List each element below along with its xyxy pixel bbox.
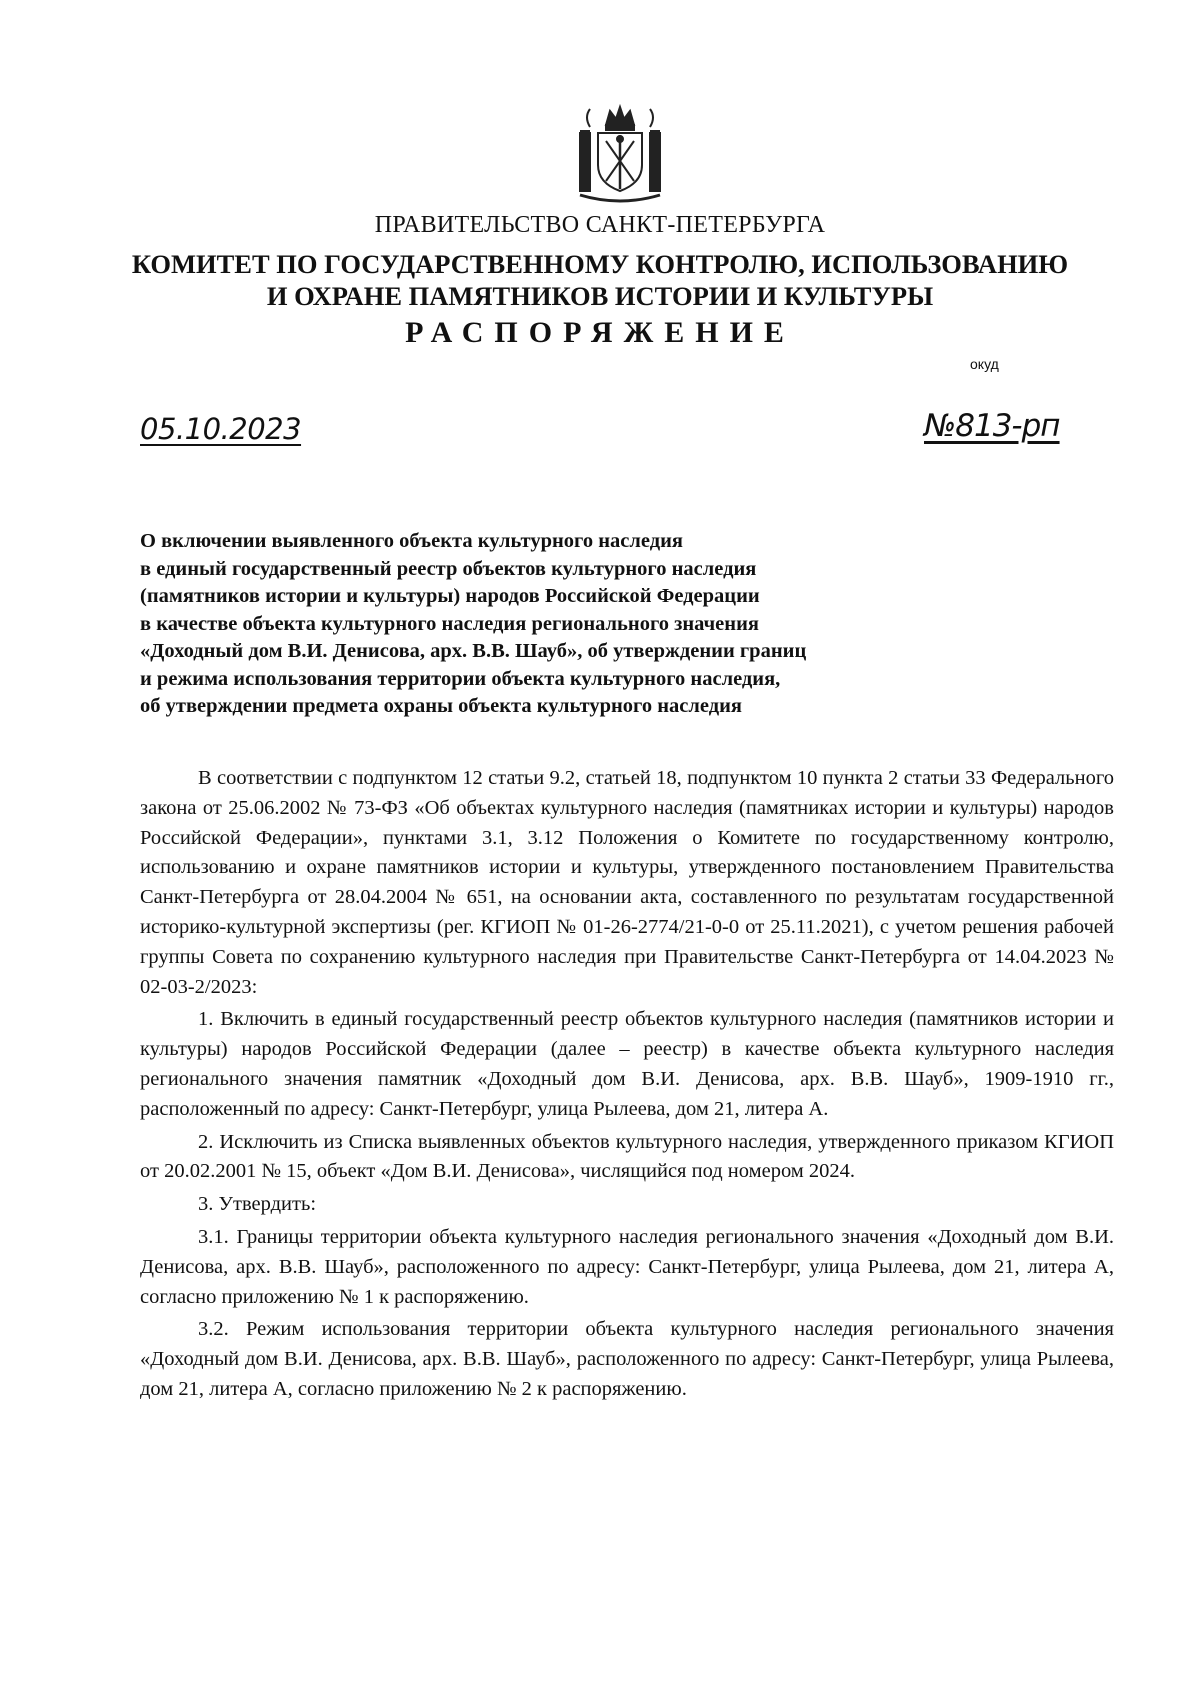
body-paragraph-item-3-2: 3.2. Режим использования территории объекта культурного наследия регионального значения «Доходный дом В.И. Денисова, арх. В.В. Шауб», расположенного по адресу: Санкт-Петербург, улица Рылеева, дом 21, литера А, согласно приложению № 2 к распоряжению.: [140, 1318, 1114, 1400]
body-paragraph-item-3: 3. Утвердить:: [198, 1193, 317, 1216]
committee-name-line-1: КОМИТЕТ ПО ГОСУДАРСТВЕННОМУ КОНТРОЛЮ, ИСПОЛЬЗОВАНИЮ: [131, 249, 1069, 279]
body-paragraph-preamble: В соответствии с подпунктом 12 статьи 9.2, статьей 18, подпунктом 10 пункта 2 статьи 33 Федерального закона от 25.06.2002 № 73-ФЗ «Об объектах культурного наследия (памятниках истории и культуры) народов Российской Федерации», пунктами 3.1, 3.12 Положения о Комитете по государственному контролю, использованию и охране памятников истории и культуры, утвержденного постановлением Правительства Санкт-Петербурга от 28.04.2004 № 651, на основании акта, составленного по результатам государственной историко-культурной экспертизы (рег. КГИОП № 01-26-2774/21-0-0 от 25.11.2021), с учетом решения рабочей группы Совета по сохранению культурного наследия при Правительстве Санкт-Петербурга от 14.04.2023 № 02-03-2/2023:: [140, 767, 1114, 998]
subject-line: О включении выявленного объекта культурного наследия: [140, 530, 683, 552]
body-paragraph-item-2: 2. Исключить из Списка выявленных объектов культурного наследия, утвержденного приказом КГИОП от 20.02.2001 № 15, объект «Дом В.И. Денисова», числящийся под номером 2024.: [140, 1130, 1114, 1183]
document-number: №813-рп: [924, 408, 1060, 444]
subject-line: «Доходный дом В.И. Денисова, арх. В.В. Шауб», об утверждении границ: [140, 640, 807, 662]
subject-line: в единый государственный реестр объектов культурного наследия: [140, 557, 757, 580]
committee-name-line-2: И ОХРАНЕ ПАМЯТНИКОВ ИСТОРИИ И КУЛЬТУРЫ: [266, 281, 934, 311]
government-name: ПРАВИТЕЛЬСТВО САНКТ-ПЕТЕРБУРГА: [374, 212, 826, 238]
document-body: [140, 764, 1114, 1408]
okud-label: окуд: [970, 356, 999, 372]
subject-line: (памятников истории и культуры) народов Российской Федерации: [140, 585, 760, 607]
subject-line: об утверждении предмета охраны объекта культурного наследия: [140, 695, 742, 717]
subject-line: в качестве объекта культурного наследия регионального значения: [140, 612, 759, 635]
committee-name: [0, 248, 1200, 312]
document-date: 05.10.2023: [140, 412, 302, 446]
body-paragraph-item-1: 1. Включить в единый государственный реестр объектов культурного наследия (памятников истории и культуры) народов Российской Федерации (далее – реестр) в качестве объекта культурного наследия регионального значения памятник «Доходный дом В.И. Денисова, арх. В.В. Шауб», 1909-1910 гг., расположенный по адресу: Санкт-Петербург, улица Рылеева, дом 21, литера А.: [140, 1008, 1114, 1120]
subject-line: и режима использования территории объекта культурного наследия,: [140, 667, 781, 690]
body-paragraph-item-3-1: 3.1. Границы территории объекта культурного наследия регионального значения «Доходный дом В.И. Денисова, арх. В.В. Шауб», расположенного по адресу: Санкт-Петербург, улица Рылеева, дом 21, литера А, согласно приложению № 1 к распоряжению.: [140, 1225, 1114, 1308]
document-subject: [140, 528, 1020, 721]
coat-of-arms-icon: [576, 103, 664, 208]
document-type: РАСПОРЯЖЕНИЕ: [405, 316, 795, 349]
